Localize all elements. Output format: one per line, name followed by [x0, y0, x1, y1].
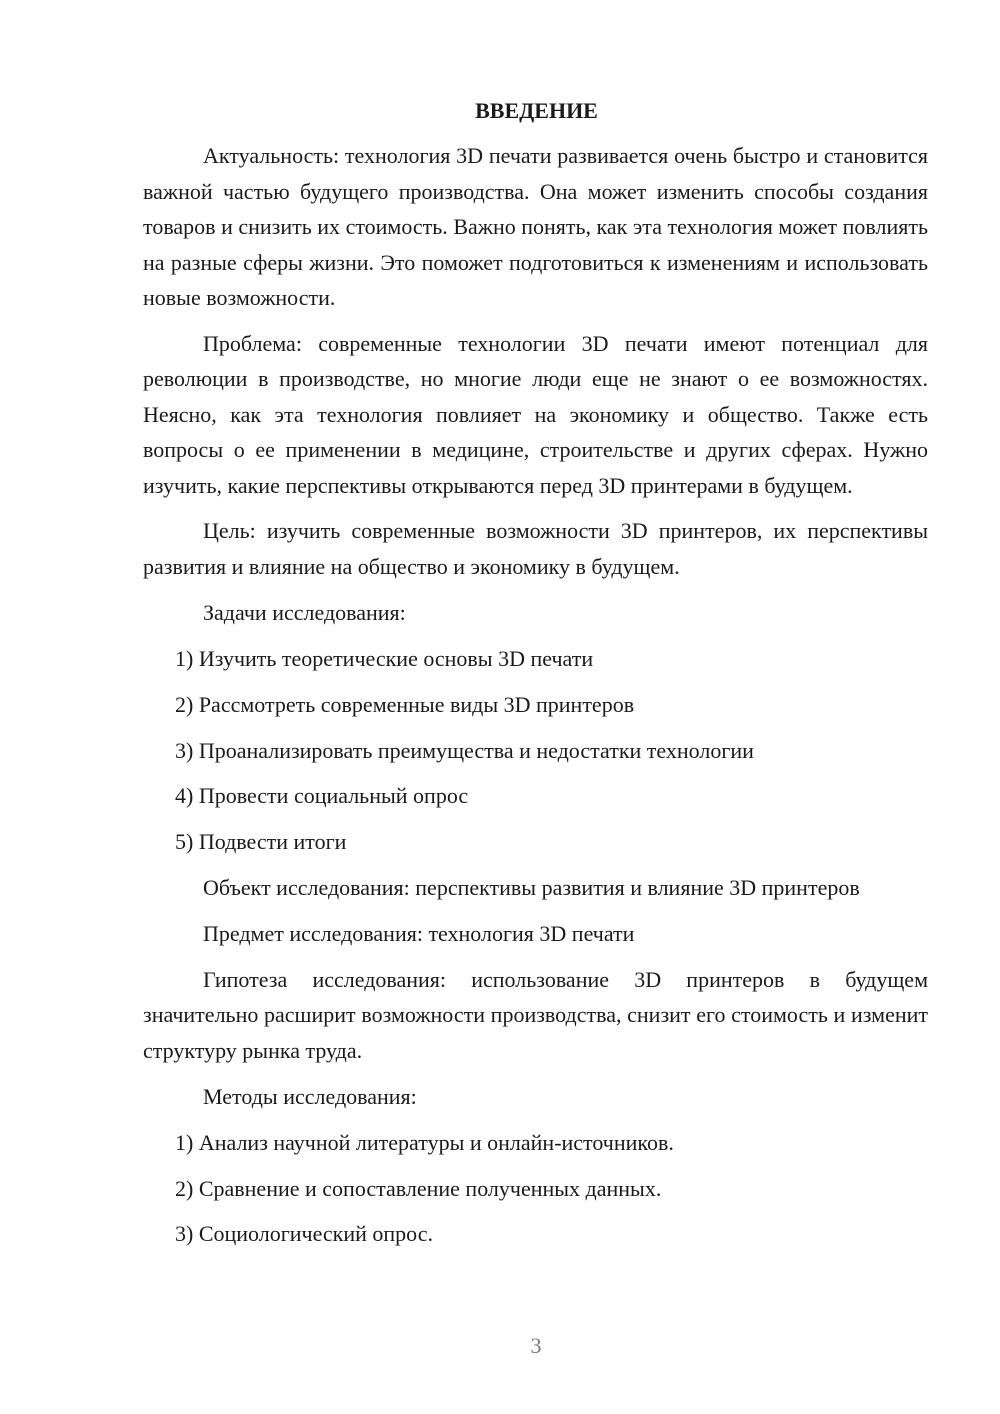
methods-title: Методы исследования:: [203, 1083, 417, 1109]
list-item: 1) Изучить теоретические основы 3D печати: [175, 645, 594, 671]
list-item: 1) Анализ научной литературы и онлайн-источников.: [175, 1129, 674, 1155]
page-number: 3: [530, 1333, 542, 1358]
subject-paragraph: Предмет исследования: технология 3D печати: [203, 921, 635, 947]
list-item: 3) Проанализировать преимущества и недостатки технологии: [175, 737, 754, 763]
page-content: [143, 93, 928, 1262]
list-item: 3) Социологический опрос.: [175, 1221, 433, 1247]
list-item: 4) Провести социальный опрос: [175, 783, 469, 809]
relevance-paragraph: Актуальность: технология 3D печати развивается очень быстро и становится важной частью будущего производства. Она может изменить способы создания товаров и снизить их стоимость. Важно понять, как эта технология может повлиять на разные сферы жизни. Это поможет подготовиться к изменениям и использовать новые возможности.: [143, 143, 928, 311]
object-paragraph: Объект исследования: перспективы развития и влияние 3D принтеров: [203, 875, 860, 901]
methods-list: [143, 1125, 928, 1252]
list-item: 5) Подвести итоги: [175, 829, 347, 855]
list-item: 2) Рассмотреть современные виды 3D принтеров: [175, 691, 635, 717]
problem-paragraph: Проблема: современные технологии 3D печати имеют потенциал для революции в производстве, но многие люди еще не знают о ее возможностях. Неясно, как эта технология повлияет на экономику и общество. Также есть вопросы о ее применении в медицине, строительстве и других сферах. Нужно изучить, какие перспективы открываются перед 3D принтерами в будущем.: [143, 330, 928, 498]
section-heading: ВВЕДЕНИЕ: [475, 98, 598, 123]
goal-paragraph: Цель: изучить современные возможности 3D принтеров, их перспективы развития и влияние на общество и экономику в будущем.: [143, 518, 928, 579]
hypothesis-paragraph: Гипотеза исследования: использование 3D принтеров в будущем значительно расширит возможности производства, снизит его стоимость и изменит структуру рынка труда.: [143, 967, 928, 1063]
list-item: 2) Сравнение и сопоставление полученных данных.: [175, 1175, 662, 1201]
tasks-list: [143, 641, 928, 860]
tasks-title: Задачи исследования:: [203, 599, 406, 625]
